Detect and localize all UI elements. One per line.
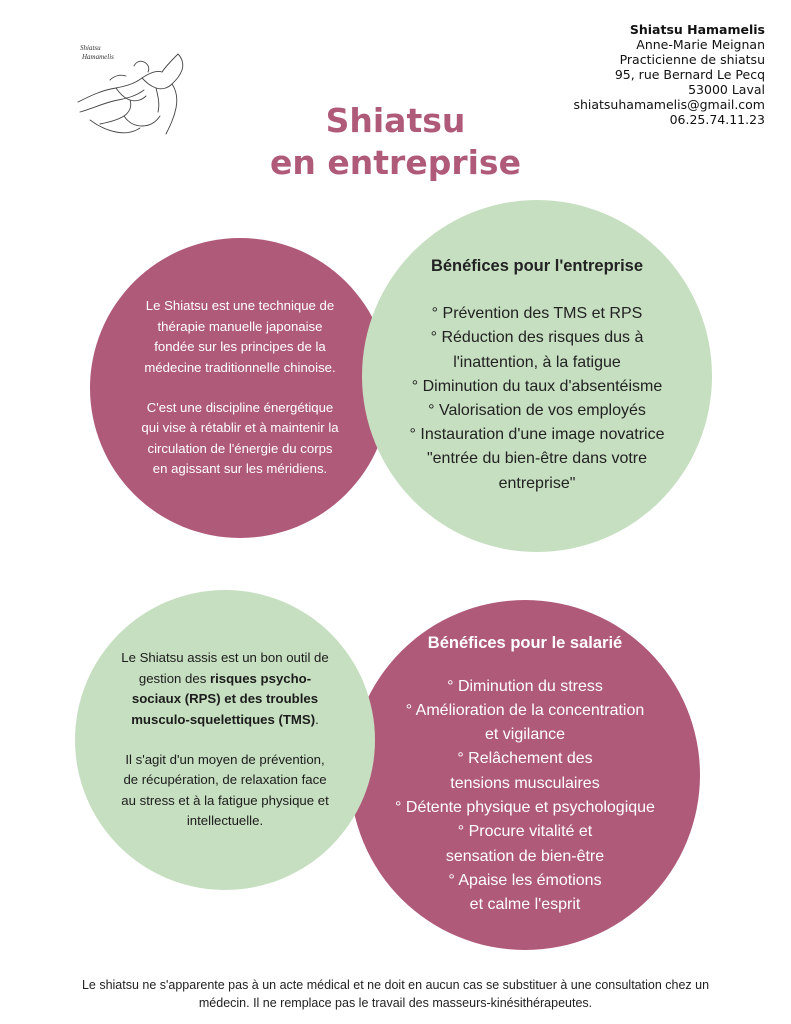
contact-business-name: Shiatsu Hamamelis xyxy=(629,22,765,37)
contact-email[interactable]: shiatsuhamamelis@gmail.com xyxy=(573,97,765,112)
employee-benefit-line: et calme l'esprit xyxy=(469,896,581,914)
contact-person: Anne-Marie Meignan xyxy=(636,37,765,52)
title-line-1: Shiatsu xyxy=(325,101,466,140)
seated-line: Il s'agit d'un moyen de prévention, xyxy=(125,752,325,767)
seated-text: . xyxy=(315,711,319,727)
employee-benefit-line: et vigilance xyxy=(484,726,566,744)
footer-disclaimer xyxy=(0,976,791,1012)
intro-line: en agissant sur les méridiens. xyxy=(152,461,328,477)
contact-role: Practicienne de shiatsu xyxy=(619,52,765,67)
seated-shiatsu-circle xyxy=(75,590,375,890)
intro-line: C'est une discipline énergétique xyxy=(146,400,334,415)
company-benefits-heading: Bénéfices pour l'entreprise xyxy=(430,257,644,276)
company-benefit-line: l'inattention, à la fatigue xyxy=(453,353,621,371)
company-benefit-line: entreprise" xyxy=(498,474,576,492)
company-benefit-line: ° Valorisation de vos employés xyxy=(428,402,646,419)
seated-line xyxy=(132,689,318,709)
company-benefit-line: ° Diminution du taux d'absentéisme xyxy=(411,377,663,395)
intro-line: Le Shiatsu est une technique de xyxy=(145,298,335,314)
company-benefit-line: ° Instauration d'une image novatrice xyxy=(409,426,665,444)
contact-street: 95, rue Bernard Le Pecq xyxy=(614,67,765,82)
seated-bold-text: sociaux (RPS) et des troubles xyxy=(131,691,319,707)
employee-benefit-line: ° Amélioration de la concentration xyxy=(405,701,645,719)
employee-benefit-line: tensions musculaires xyxy=(450,774,600,792)
seated-bold-text: musculo-squelettiques (TMS) xyxy=(131,711,316,727)
seated-bold-text: risques psycho- xyxy=(209,670,312,686)
seated-line: de récupération, de relaxation face xyxy=(123,772,327,788)
intro-line: thérapie manuelle japonaise xyxy=(157,318,323,334)
employee-benefit-line: ° Apaise les émotions xyxy=(448,871,602,889)
employee-benefit-line: ° Procure vitalité et xyxy=(457,823,593,841)
intro-line: qui vise à rétablir et à maintenir la xyxy=(141,420,339,436)
seated-text: gestion des xyxy=(138,670,210,686)
title-line-2: en entreprise xyxy=(270,143,521,182)
company-benefit-line: ° Réduction des risques dus à xyxy=(430,329,644,347)
logo-text xyxy=(80,44,140,62)
employee-benefits-circle xyxy=(350,600,700,950)
intro-line: fondée sur les principes de la xyxy=(154,339,326,355)
intro-circle xyxy=(90,238,390,538)
company-benefits-circle xyxy=(362,200,712,552)
intro-line: circulation de l'énergie du corps xyxy=(147,440,333,456)
employee-benefits-heading: Bénéfices pour le salarié xyxy=(427,633,623,652)
page-title xyxy=(0,100,791,184)
seated-line xyxy=(139,669,311,689)
logo-line-2: Hamamelis xyxy=(82,53,114,61)
seated-line: au stress et à la fatigue physique et xyxy=(121,792,329,808)
logo-line-1: Shiatsu xyxy=(80,44,101,52)
intro-line: médecine traditionnelle chinoise. xyxy=(144,359,336,375)
contact-city: 53000 Laval xyxy=(688,82,765,97)
employee-benefit-line: sensation de bien-être xyxy=(445,847,605,865)
seated-line: intellectuelle. xyxy=(186,813,264,829)
seated-line xyxy=(131,710,319,730)
footer-line-2: médecin. Il ne remplace pas le travail des masseurs-kinésithérapeutes. xyxy=(198,996,593,1010)
seated-line: Le Shiatsu assis est un bon outil de xyxy=(121,650,329,666)
employee-benefit-line: ° Diminution du stress xyxy=(447,677,603,695)
contact-phone[interactable]: 06.25.74.11.23 xyxy=(669,112,765,127)
employee-benefit-line: ° Relâchement des xyxy=(457,750,593,768)
company-benefit-line: ° Prévention des TMS et RPS xyxy=(431,305,643,323)
company-benefit-line: "entrée du bien-être dans votre xyxy=(426,450,648,468)
employee-benefit-line: ° Détente physique et psychologique xyxy=(395,799,655,816)
footer-line-1: Le shiatsu ne s'apparente pas à un acte médical et ne doit en aucun cas se substituer à une consultation chez un xyxy=(81,978,710,992)
